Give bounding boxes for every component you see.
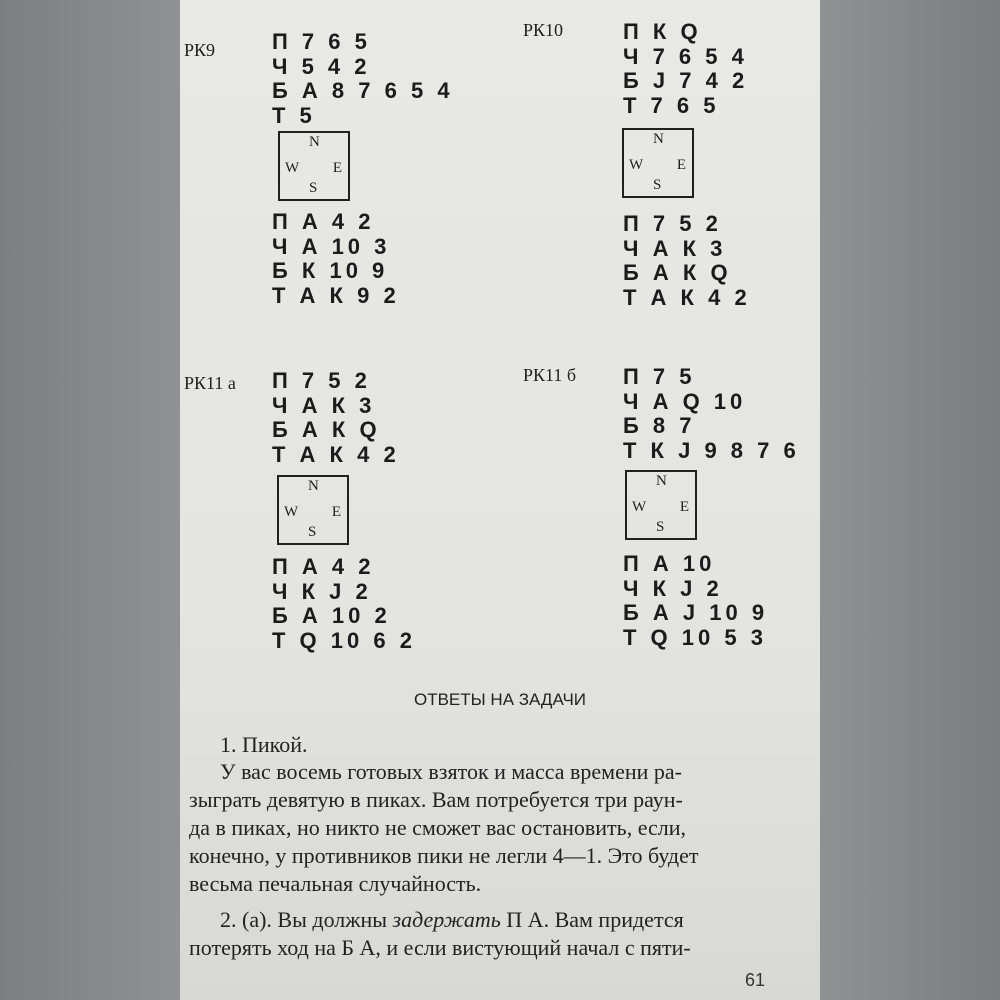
compass-w: W: [285, 160, 300, 176]
emphasis-text: задержать: [392, 907, 501, 932]
background-right: [820, 0, 1000, 1000]
hand-line: Ч К J 2: [272, 578, 372, 604]
deal-rk11b-north-hand: [623, 365, 800, 463]
paragraph-line: У вас восемь готовых взяток и масса времени ра-: [220, 759, 682, 784]
compass-n: N: [309, 134, 320, 150]
hand-line: Б К 10 9: [272, 258, 389, 283]
hand-line: Б J 7 4 2: [623, 68, 749, 93]
hand-line: П А 4 2: [272, 209, 375, 234]
hand-line: П А 10: [623, 551, 716, 576]
background-left: [0, 0, 180, 1000]
answer-1-heading: 1. Пикой.: [220, 732, 308, 757]
answer-1-paragraph: [189, 758, 804, 898]
compass-s: S: [308, 524, 317, 540]
paragraph-line: да в пиках, но никто не сможет вас остановить, если,: [189, 815, 687, 840]
hand-line: Т 7 6 5: [623, 92, 720, 118]
hand-line: Ч А 10 3: [272, 233, 391, 259]
paragraph-line: [189, 906, 804, 934]
book-page: [180, 0, 820, 1000]
compass-w: W: [284, 504, 299, 520]
paragraph-line: потерять ход на Б А, и если вистующий начал с пяти-: [189, 935, 691, 960]
deal-rk10-south-hand: [623, 212, 751, 310]
hand-line: П К Q: [623, 19, 702, 44]
hand-line: Б А 10 2: [272, 603, 391, 628]
deal-label-rk9: РК9: [184, 40, 216, 60]
hand-line: Ч А Q 10: [623, 388, 747, 414]
hand-line: П А 4 2: [272, 554, 375, 579]
hand-line: Ч 7 6 5 4: [623, 43, 748, 69]
compass-s: S: [653, 177, 662, 193]
deal-rk11a-north-hand: [272, 369, 400, 467]
hand-line: П 7 5 2: [272, 368, 371, 393]
deal-rk10-north-hand: [623, 20, 748, 118]
hand-line: Б 8 7: [623, 413, 696, 438]
hand-line: Ч 5 4 2: [272, 53, 371, 79]
compass-s: S: [309, 180, 318, 196]
paragraph-line: зыграть девятую в пиках. Вам потребуется три раун-: [189, 787, 683, 812]
answers-heading: ОТВЕТЫ НА ЗАДАЧИ: [413, 690, 587, 709]
hand-line: Т А К 4 2: [623, 284, 751, 310]
hand-line: Т А К 9 2: [272, 282, 400, 308]
compass-e: E: [331, 504, 341, 520]
compass-e: E: [676, 157, 686, 173]
hand-line: П 7 5 2: [623, 211, 722, 236]
paragraph-line: весьма печальная случайность.: [189, 871, 482, 896]
deal-rk10-compass: [622, 128, 694, 198]
hand-line: П 7 6 5: [272, 29, 371, 54]
hand-line: Б А 8 7 6 5 4: [272, 78, 454, 103]
compass-n: N: [653, 131, 664, 147]
deal-label-rk11b: РК11 б: [523, 365, 577, 385]
hand-line: Б А К Q: [623, 260, 732, 285]
answer-2-paragraph: [189, 906, 804, 962]
hand-line: Б А К Q: [272, 417, 381, 442]
deal-rk9-north-hand: [272, 30, 454, 128]
hand-line: Т К J 9 8 7 6: [623, 437, 800, 463]
compass-s: S: [656, 519, 665, 535]
deal-label-rk11a: РК11 а: [184, 373, 236, 393]
paragraph-line: конечно, у противников пики не легли 4—1. Это будет: [189, 843, 699, 868]
hand-line: П 7 5: [623, 364, 696, 389]
hand-line: Ч А К 3: [272, 392, 376, 418]
page-number: 61: [744, 970, 765, 990]
text-run: 2. (а). Вы должны: [220, 907, 393, 932]
compass-n: N: [308, 478, 319, 494]
hand-line: Т А К 4 2: [272, 441, 400, 467]
compass-w: W: [632, 499, 647, 515]
compass-w: W: [629, 157, 644, 173]
compass-e: E: [332, 160, 342, 176]
hand-line: Ч К J 2: [623, 575, 723, 601]
deal-label-rk10: РК10: [523, 20, 564, 40]
hand-line: Т 5: [272, 102, 316, 128]
hand-line: Т Q 10 5 3: [623, 624, 767, 650]
compass-n: N: [656, 473, 667, 489]
hand-line: Ч А К 3: [623, 235, 727, 261]
text-run: П А. Вам придется: [500, 907, 684, 932]
deal-rk11a-compass: [277, 475, 349, 545]
deal-rk9-compass: [278, 131, 350, 201]
deal-rk11b-south-hand: [623, 552, 768, 650]
hand-line: Т Q 10 6 2: [272, 627, 416, 653]
deal-rk11b-compass: [625, 470, 697, 540]
compass-e: E: [679, 499, 689, 515]
deal-rk11a-south-hand: [272, 555, 416, 653]
hand-line: Б А J 10 9: [623, 600, 769, 625]
deal-rk9-south-hand: [272, 210, 400, 308]
